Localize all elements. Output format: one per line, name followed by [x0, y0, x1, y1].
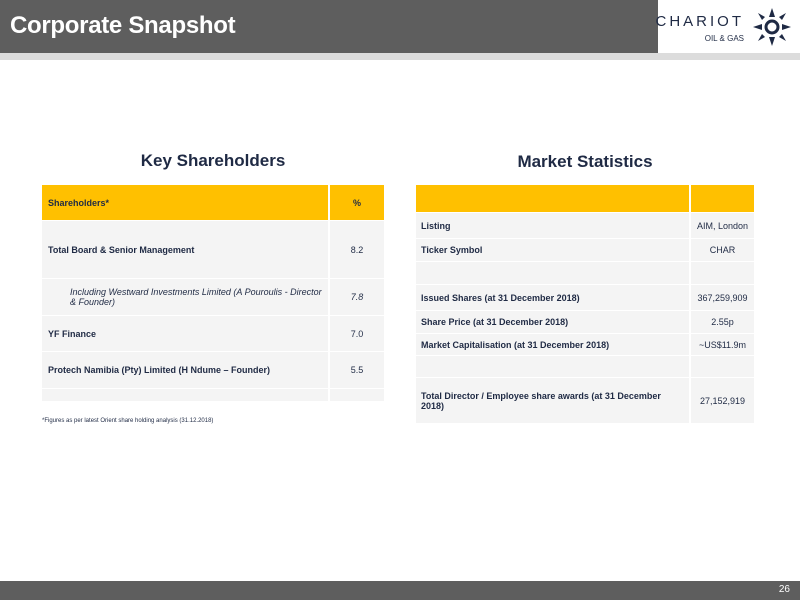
logo-wordmark: CHARIOT: [655, 13, 744, 30]
shareholder-name: Including Westward Investments Limited (A Pouroulis - Director & Founder): [42, 279, 328, 316]
logo-subtitle: OIL & GAS: [704, 34, 744, 43]
market-stats-table: [416, 185, 754, 424]
sun-emblem-icon: [752, 7, 792, 47]
stat-name: Ticker Symbol: [416, 239, 689, 262]
empty-cell: [689, 185, 754, 213]
table-row: [42, 352, 384, 389]
shareholder-name: YF Finance: [42, 316, 328, 352]
table-row: [42, 221, 384, 279]
col-header-shareholders: Shareholders*: [42, 185, 328, 221]
table-row: [42, 279, 384, 316]
table-header-row: [42, 185, 384, 221]
table-row: [416, 334, 754, 356]
stat-name: Market Capitalisation (at 31 December 2018): [416, 334, 689, 356]
shareholder-pct: 5.5: [328, 352, 384, 389]
header-divider: [0, 53, 800, 60]
empty-cell: [416, 262, 689, 285]
empty-cell: [42, 389, 328, 402]
shareholder-name: Protech Namibia (Pty) Limited (H Ndume – Founder): [42, 352, 328, 389]
stat-value: CHAR: [689, 239, 754, 262]
table-row: [416, 285, 754, 311]
stat-name: Issued Shares (at 31 December 2018): [416, 285, 689, 311]
header-bar: [0, 0, 800, 53]
market-heading: Market Statistics: [517, 152, 653, 171]
stat-value: 367,259,909: [689, 285, 754, 311]
stat-value: ~US$11.9m: [689, 334, 754, 356]
col-header-percent: %: [328, 185, 384, 221]
table-row: [42, 316, 384, 352]
empty-cell: [328, 389, 384, 402]
stat-value: 27,152,919: [689, 378, 754, 424]
stat-name: Share Price (at 31 December 2018): [416, 311, 689, 334]
table-row: [416, 213, 754, 239]
shareholder-pct: 8.2: [328, 221, 384, 279]
stat-value: 2.55p: [689, 311, 754, 334]
stat-name: Listing: [416, 213, 689, 239]
table-row-empty: [42, 389, 384, 402]
shareholders-heading: Key Shareholders: [140, 151, 286, 170]
shareholder-pct: 7.0: [328, 316, 384, 352]
empty-cell: [416, 185, 689, 213]
empty-cell: [689, 356, 754, 378]
shareholder-pct: 7.8: [328, 279, 384, 316]
table-row: [416, 311, 754, 334]
stat-name: Total Director / Employee share awards (at 31 December 2018): [416, 378, 689, 424]
page-title: Corporate Snapshot: [10, 12, 236, 39]
empty-cell: [689, 262, 754, 285]
table-row-empty: [416, 356, 754, 378]
table-row: [416, 239, 754, 262]
empty-cell: [416, 356, 689, 378]
table-row: [416, 378, 754, 424]
stat-value: AIM, London: [689, 213, 754, 239]
table-row-empty: [416, 262, 754, 285]
shareholders-table: [42, 185, 384, 402]
table-header-row: [416, 185, 754, 213]
footer-bar: [0, 581, 800, 600]
shareholder-name: Total Board & Senior Management: [42, 221, 328, 279]
company-logo: [655, 0, 800, 53]
footnote: *Figures as per latest Orient share holding analysis (31.12.2018): [42, 418, 214, 424]
page-number: 26: [778, 584, 790, 595]
